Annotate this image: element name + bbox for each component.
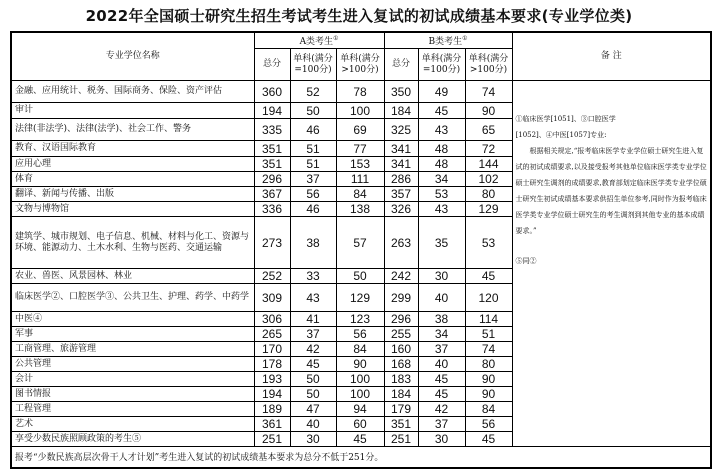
score-cell-a-s100: 46	[290, 202, 336, 217]
major-name-cell: 体育	[11, 172, 254, 187]
score-cell-b-total: 179	[384, 402, 418, 417]
table-body	[11, 81, 711, 468]
score-cell-a-total: 189	[254, 402, 290, 417]
score-cell-b-sgt: 72	[465, 141, 512, 157]
header-a-single-100: 单科(满分=100分)	[290, 49, 336, 81]
major-name-cell: 建筑学、城市规划、电子信息、机械、材料与化工、资源与环境、能源动力、土木水利、生物与医药、交通运输	[11, 217, 254, 269]
score-cell-a-s100: 37	[290, 327, 336, 342]
score-cell-a-s100: 38	[290, 217, 336, 269]
score-cell-b-sgt: 65	[465, 119, 512, 141]
score-cell-b-sgt: 80	[465, 357, 512, 372]
score-cell-b-s100: 48	[418, 141, 465, 157]
table-row	[11, 81, 711, 103]
header-remarks: 备 注	[512, 32, 711, 81]
score-cell-b-total: 341	[384, 157, 418, 172]
header-a-single-gt100: 单科(满分>100分)	[336, 49, 384, 81]
remark-line-end: ⑤同②	[515, 257, 537, 265]
score-cell-a-s100: 51	[290, 157, 336, 172]
score-cell-b-s100: 53	[418, 187, 465, 202]
score-cell-b-s100: 38	[418, 312, 465, 327]
score-cell-a-sgt: 138	[336, 202, 384, 217]
score-cell-b-total: 184	[384, 103, 418, 119]
score-table	[10, 31, 712, 469]
score-cell-b-s100: 40	[418, 357, 465, 372]
score-cell-b-sgt: 74	[465, 81, 512, 103]
major-name-cell: 会计	[11, 372, 254, 387]
score-cell-a-sgt: 57	[336, 217, 384, 269]
score-cell-a-total: 170	[254, 342, 290, 357]
major-name-cell: 军事	[11, 327, 254, 342]
score-cell-b-sgt: 51	[465, 327, 512, 342]
major-name-cell: 法律(非法学)、法律(法学)、社会工作、警务	[11, 119, 254, 141]
score-cell-b-sgt: 45	[465, 432, 512, 447]
score-cell-b-total: 296	[384, 312, 418, 327]
score-cell-a-s100: 52	[290, 81, 336, 103]
score-cell-a-total: 336	[254, 202, 290, 217]
score-cell-b-total: 160	[384, 342, 418, 357]
major-name-cell: 工程管理	[11, 402, 254, 417]
score-cell-b-sgt: 114	[465, 312, 512, 327]
score-cell-a-s100: 50	[290, 372, 336, 387]
score-cell-b-total: 326	[384, 202, 418, 217]
score-cell-b-total: 242	[384, 269, 418, 284]
score-cell-b-sgt: 56	[465, 417, 512, 432]
remarks-cell	[512, 81, 711, 447]
score-cell-a-sgt: 100	[336, 387, 384, 402]
score-cell-a-sgt: 94	[336, 402, 384, 417]
score-cell-b-total: 351	[384, 417, 418, 432]
score-cell-b-s100: 37	[418, 342, 465, 357]
score-cell-b-total: 350	[384, 81, 418, 103]
score-cell-a-sgt: 100	[336, 372, 384, 387]
header-major: 专业学位名称	[11, 32, 254, 81]
score-cell-a-sgt: 129	[336, 284, 384, 312]
score-cell-a-s100: 46	[290, 119, 336, 141]
score-cell-a-s100: 45	[290, 357, 336, 372]
score-cell-b-s100: 42	[418, 402, 465, 417]
header-group-b: B类考生①	[384, 32, 512, 49]
score-cell-b-s100: 40	[418, 284, 465, 312]
score-cell-a-sgt: 100	[336, 103, 384, 119]
footnote-row	[11, 447, 711, 468]
score-cell-b-sgt: 120	[465, 284, 512, 312]
score-cell-a-s100: 40	[290, 417, 336, 432]
score-cell-b-s100: 45	[418, 103, 465, 119]
score-cell-b-sgt: 45	[465, 269, 512, 284]
score-cell-b-s100: 37	[418, 417, 465, 432]
score-cell-a-sgt: 56	[336, 327, 384, 342]
score-cell-a-total: 351	[254, 141, 290, 157]
score-cell-a-total: 309	[254, 284, 290, 312]
score-cell-a-total: 178	[254, 357, 290, 372]
score-cell-a-s100: 56	[290, 187, 336, 202]
score-cell-b-total: 341	[384, 141, 418, 157]
remark-line-1: ①临床医学[1051]、③口腔医学	[515, 115, 616, 123]
score-cell-a-total: 367	[254, 187, 290, 202]
score-cell-a-s100: 41	[290, 312, 336, 327]
score-cell-b-s100: 45	[418, 387, 465, 402]
score-cell-b-sgt: 84	[465, 402, 512, 417]
score-cell-b-s100: 45	[418, 372, 465, 387]
header-b-total: 总分	[384, 49, 418, 81]
header-b-single-gt100: 单科(满分>100分)	[465, 49, 512, 81]
score-cell-a-s100: 33	[290, 269, 336, 284]
major-name-cell: 应用心理	[11, 157, 254, 172]
score-cell-a-total: 265	[254, 327, 290, 342]
score-cell-b-sgt: 129	[465, 202, 512, 217]
score-cell-b-s100: 43	[418, 119, 465, 141]
major-name-cell: 农业、兽医、风景园林、林业	[11, 269, 254, 284]
score-cell-a-s100: 43	[290, 284, 336, 312]
score-cell-b-total: 357	[384, 187, 418, 202]
score-cell-b-sgt: 53	[465, 217, 512, 269]
score-cell-a-total: 296	[254, 172, 290, 187]
score-cell-b-s100: 30	[418, 269, 465, 284]
score-cell-a-sgt: 77	[336, 141, 384, 157]
major-name-cell: 艺术	[11, 417, 254, 432]
score-cell-a-total: 306	[254, 312, 290, 327]
score-cell-a-sgt: 78	[336, 81, 384, 103]
score-cell-a-sgt: 60	[336, 417, 384, 432]
score-cell-a-sgt: 123	[336, 312, 384, 327]
score-cell-a-s100: 42	[290, 342, 336, 357]
major-name-cell: 中医④	[11, 312, 254, 327]
major-name-cell: 金融、应用统计、税务、国际商务、保险、资产评估	[11, 81, 254, 103]
score-cell-b-total: 299	[384, 284, 418, 312]
major-name-cell: 公共管理	[11, 357, 254, 372]
score-cell-b-total: 263	[384, 217, 418, 269]
score-cell-b-total: 168	[384, 357, 418, 372]
score-cell-b-sgt: 80	[465, 187, 512, 202]
score-cell-a-sgt: 90	[336, 357, 384, 372]
major-name-cell: 临床医学②、口腔医学③、公共卫生、护理、药学、中药学	[11, 284, 254, 312]
score-cell-b-sgt: 144	[465, 157, 512, 172]
major-name-cell: 文物与博物馆	[11, 202, 254, 217]
score-cell-b-s100: 34	[418, 327, 465, 342]
score-cell-b-total: 286	[384, 172, 418, 187]
score-cell-b-s100: 30	[418, 432, 465, 447]
score-cell-a-total: 351	[254, 157, 290, 172]
score-cell-b-sgt: 90	[465, 387, 512, 402]
score-cell-b-total: 251	[384, 432, 418, 447]
score-cell-a-sgt: 50	[336, 269, 384, 284]
score-cell-b-s100: 43	[418, 202, 465, 217]
score-cell-b-s100: 49	[418, 81, 465, 103]
footnote-text: 报考“少数民族高层次骨干人才计划”考生进入复试的初试成绩基本要求为总分不低于251分。	[11, 447, 711, 468]
score-cell-a-s100: 50	[290, 387, 336, 402]
score-cell-b-total: 325	[384, 119, 418, 141]
score-cell-b-sgt: 74	[465, 342, 512, 357]
score-cell-a-total: 194	[254, 387, 290, 402]
score-cell-a-sgt: 45	[336, 432, 384, 447]
score-cell-b-s100: 48	[418, 157, 465, 172]
major-name-cell: 翻译、新闻与传播、出版	[11, 187, 254, 202]
score-table-wrapper	[10, 31, 710, 469]
header-a-total: 总分	[254, 49, 290, 81]
header-b-single-100: 单科(满分=100分)	[418, 49, 465, 81]
remark-line-2: [1052]、④中医[1057]专业:	[515, 131, 607, 139]
score-cell-b-sgt: 90	[465, 372, 512, 387]
score-cell-a-total: 194	[254, 103, 290, 119]
score-cell-a-s100: 37	[290, 172, 336, 187]
score-cell-a-s100: 47	[290, 402, 336, 417]
score-cell-b-total: 183	[384, 372, 418, 387]
score-cell-a-s100: 51	[290, 141, 336, 157]
score-cell-a-sgt: 84	[336, 187, 384, 202]
score-cell-a-sgt: 153	[336, 157, 384, 172]
score-cell-a-s100: 50	[290, 103, 336, 119]
major-name-cell: 教育、汉语国际教育	[11, 141, 254, 157]
score-cell-b-total: 255	[384, 327, 418, 342]
score-cell-a-total: 335	[254, 119, 290, 141]
score-cell-a-s100: 30	[290, 432, 336, 447]
major-name-cell: 享受少数民族照顾政策的考生⑤	[11, 432, 254, 447]
score-cell-b-sgt: 90	[465, 103, 512, 119]
score-cell-a-total: 193	[254, 372, 290, 387]
score-cell-b-s100: 34	[418, 172, 465, 187]
score-cell-a-total: 273	[254, 217, 290, 269]
score-cell-a-total: 360	[254, 81, 290, 103]
score-cell-a-sgt: 111	[336, 172, 384, 187]
score-cell-b-s100: 35	[418, 217, 465, 269]
major-name-cell: 工商管理、旅游管理	[11, 342, 254, 357]
page-title: 2022年全国硕士研究生招生考试考生进入复试的初试成绩基本要求(专业学位类)	[85, 7, 633, 25]
score-cell-a-sgt: 69	[336, 119, 384, 141]
major-name-cell: 图书情报	[11, 387, 254, 402]
score-cell-b-sgt: 102	[465, 172, 512, 187]
score-cell-a-total: 251	[254, 432, 290, 447]
major-name-cell: 审计	[11, 103, 254, 119]
score-cell-b-total: 184	[384, 387, 418, 402]
header-group-a: A类考生①	[254, 32, 384, 49]
remark-body: 根据相关规定,“报考临床医学专业学位硕士研究生进入复试的初试成绩要求,以及接受报考其他单位临床医学类专业学位硕士研究生调剂的成绩要求,教育部划定临床医学类专业学位硕士研究生初试成绩基本要求供招生单位参考,同时作为报考临床医学类专业学位硕士研究生的考生调剂到其他专业的基本成绩要求。”	[515, 147, 707, 235]
score-cell-a-total: 252	[254, 269, 290, 284]
score-cell-a-sgt: 84	[336, 342, 384, 357]
score-cell-a-total: 361	[254, 417, 290, 432]
